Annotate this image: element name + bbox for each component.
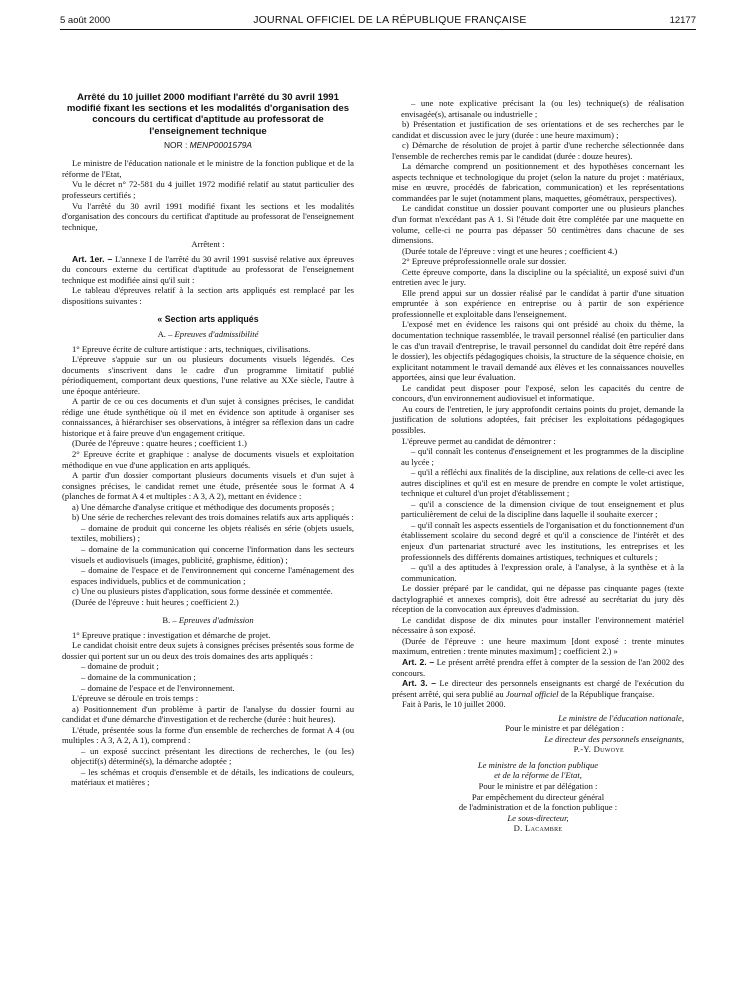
paragraph: Cette épreuve comporte, dans la discipline ou la spécialité, un exposé suivi d'un entretien avec le jury. xyxy=(392,266,684,288)
intro-paragraph: Vu l'arrêté du 30 avril 1991 modifié fixant les sections et les modalités d'organisation des concours du certificat d'aptitude au professorat de l'enseignement technique, xyxy=(62,200,354,232)
paragraph: Le candidat dispose de dix minutes pour installer l'environnement matériel nécessaire à son exposé. xyxy=(392,614,684,636)
nor-code: MENP0001579A xyxy=(189,139,252,150)
paragraph: c) Une ou plusieurs pistes d'application, sous forme dessinée et commentée. xyxy=(72,586,333,597)
running-header xyxy=(60,14,696,26)
paragraph: b) Présentation et justification de ses orientations et de ses recherches par le candidat et discussion avec le jury (durée : une heure maximum) ; xyxy=(392,119,684,140)
header-journal-title: JOURNAL OFFICIEL DE LA RÉPUBLIQUE FRANÇAISE xyxy=(253,14,527,26)
article-3-label: Art. 3. – xyxy=(402,678,436,689)
paragraph: a) Positionnement d'un problème à partir de l'analyse du dossier fourni au candidat et d'une démarche d'investigation et de recherche (durée : huit heures). xyxy=(62,703,354,725)
done-at: Fait à Paris, le 10 juillet 2000. xyxy=(402,699,506,710)
signature-line: Le ministre de la fonction publique xyxy=(477,759,599,770)
list-item: – domaine de produit qui concerne les objets réalisés en série (objets usuels, textiles, mobiliers) ; xyxy=(71,522,354,544)
article-1-text2: Le tableau d'épreuves relatif à la section arts appliqués est remplacé par les dispositions suivantes : xyxy=(62,285,354,306)
signature-block-2 xyxy=(392,760,684,834)
paragraph: b) Une série de recherches relevant des trois domaines relatifs aux arts appliqués : xyxy=(72,512,354,523)
list-item: – qu'il connaît les aspects essentiels de l'organisation et du fonctionnement d'un établissement scolaire du second degré et qu'il a conscience de l'intérêt et des enjeux d'un partenariat structuré avec les institutions, les entreprises et les professionnels des différents domaines artistiques, techniques et culturels ; xyxy=(401,519,684,562)
subsection-a-title xyxy=(62,329,354,340)
subsection-b-title xyxy=(62,615,354,626)
header-date: 5 août 2000 xyxy=(60,15,111,26)
nor-label: NOR : xyxy=(164,139,188,150)
signature-line: Pour le ministre et par délégation : xyxy=(478,781,598,791)
list-item: – domaine de l'espace et de l'environnement qui concerne l'aménagement des espaces individuels, publics et de communication ; xyxy=(71,565,354,586)
paragraph: (Durée de l'épreuve : huit heures ; coefficient 2.) xyxy=(72,596,239,607)
decree-title: Arrêté du 10 juillet 2000 modifiant l'arrêté du 30 avril 1991 modifié fixant les sections et les modalités d'organisation des concours du certificat d'aptitude au professorat de l'enseignement technique xyxy=(66,92,350,137)
paragraph: L'exposé met en évidence les raisons qui ont présidé au choix du thème, la documentation technique rassemblée, le travail personnel réalisé (en particulier dans le cas d'un travail d'entreprise, le travail personnel du candidat doit être repéré dans le dossier), les objectifs pédagogiques choisis, la structure de la séquence choisie, en explicitant notamment le travail demandé aux élèves et les connaissances nouvelles apportées, ainsi que leur évaluation. xyxy=(392,319,684,383)
section-title: « Section arts appliqués xyxy=(157,314,259,325)
list-item: – domaine de produit ; xyxy=(81,661,159,672)
subsection-a-label: Epreuves d'admissibilité xyxy=(174,329,259,340)
paragraph: a) Une démarche d'analyse critique et méthodique des documents proposés ; xyxy=(72,501,335,512)
signature-line: et de la réforme de l'Etat, xyxy=(494,770,582,781)
list-item: – qu'il connaît les contenus d'enseignement et les programmes de la discipline au lycée ; xyxy=(401,446,684,467)
left-column xyxy=(62,92,354,788)
paragraph: Elle prend appui sur un dossier réalisé par le candidat à partir d'une situation empruntée à son expérience en entreprise ou à partir de son expérience professionnelle et exploitable dans l'enseignement. xyxy=(392,287,684,319)
paragraph: 2° Epreuve préprofessionnelle orale sur dossier. xyxy=(402,256,567,267)
signature-block-1 xyxy=(392,713,684,755)
signature-line: Par empêchement du directeur général xyxy=(471,791,605,802)
list-item: – un exposé succinct présentant les directions de recherches, le (ou les) objectif(s) déterminé(s), la démarche adoptée ; xyxy=(71,745,354,767)
signature-line: Pour le ministre et par délégation : xyxy=(505,723,624,734)
nor-reference xyxy=(62,140,354,151)
paragraph: L'étude, présentée sous la forme d'un ensemble de recherches de format A 4 (ou multiples : A 3, A 2, A 1), comprend : xyxy=(62,724,354,746)
list-item: – qu'il a des aptitudes à l'expression orale, à l'analyse, à la synthèse et à la communication. xyxy=(401,562,684,583)
article-3 xyxy=(392,678,684,699)
paragraph: L'épreuve permet au candidat de démontrer : xyxy=(402,435,556,446)
subsection-b-label: Epreuves d'admission xyxy=(178,615,254,626)
paragraph: c) Démarche de résolution de projet à partir d'une recherche sélectionnée dans l'ensemble de recherches remis par le candidat (durée : douze heures). xyxy=(392,140,684,161)
article-1-text: L'annexe I de l'arrêté du 30 avril 1991 susvisé relative aux épreuves du concours externe du certificat d'aptitude au professorat de l'enseignement technique est modifiée ainsi qu'il suit : xyxy=(62,253,354,285)
article-3-text-end: de la République française. xyxy=(560,688,655,699)
paragraph: Le dossier préparé par le candidat, qui ne dépasse pas cinquante pages (texte dactylographié et annexes compris), doit être adressé au secrétariat du jury dès réception de la convocation aux épreuves d'admission. xyxy=(392,583,684,615)
intro-paragraph: Vu le décret n° 72-581 du 4 juillet 1972 modifié relatif au statut particulier des professeurs certifiés ; xyxy=(62,179,354,200)
list-item: – qu'il a réfléchi aux finalités de la discipline, aux relations de celle-ci avec les autres disciplines et qu'il est en mesure de prendre en compte le volet artistique, technique et culturel d'un projet d'établissement ; xyxy=(401,467,684,499)
list-item: – qu'il a conscience de la dimension civique de tout enseignement et plus particulièrement de celui de la discipline dans laquelle il souhaite exercer ; xyxy=(401,498,684,520)
list-item: – domaine de la communication ; xyxy=(81,671,196,682)
paragraph: L'épreuve se déroule en trois temps : xyxy=(72,693,199,704)
paragraph: Le candidat choisit entre deux sujets à consignes précises présentés sous forme de dossier qui portent sur un ou deux des trois domaines des arts appliqués : xyxy=(62,640,354,661)
paragraph: 1° Epreuve pratique : investigation et démarche de projet. xyxy=(72,629,271,640)
paragraph: 2° Epreuve écrite et graphique : analyse de documents visuels et exploitation méthodique en vue d'une application en arts appliqués. xyxy=(62,449,354,470)
list-item: – domaine de la communication qui concerne l'information dans les secteurs visuels et audiovisuels (images, publicité, graphisme, édition) ; xyxy=(71,543,354,565)
header-rule xyxy=(60,29,696,30)
signatory-name: D. Lacambre xyxy=(513,823,563,834)
arretent: Arrêtent : xyxy=(191,239,225,250)
subsection-a-prefix: A. – xyxy=(157,329,173,340)
right-column xyxy=(392,98,684,834)
paragraph: Au cours de l'entretien, le jury approfondit certains points du projet, demande la justification de solutions adoptées, fait préciser les exploitations pédagogiques possibles. xyxy=(392,403,684,435)
article-2 xyxy=(392,657,684,678)
signature-line: Le directeur des personnels enseignants, xyxy=(544,733,684,744)
journal-officiel-italic: Journal officiel xyxy=(505,688,559,699)
paragraph: La démarche comprend un positionnement et des hypothèses concernant les aspects technique et technologique du projet (selon la nature du projet : matériaux, mise en œuvre, procédés de fabrication, communication) et les représentations commandées par le sujet (notamment plans, maquettes, géométraux, perspectives). xyxy=(392,161,684,203)
article-2-text: Le présent arrêté prendra effet à compter de la session de l'an 2002 des concours. xyxy=(392,656,685,678)
list-item: – les schémas et croquis d'ensemble et de détails, les indications de couleurs, matériaux et matières ; xyxy=(71,766,354,788)
signature-line: de l'administration et de la fonction publique : xyxy=(458,802,618,813)
paragraph: (Durée totale de l'épreuve : vingt et une heures ; coefficient 4.) xyxy=(402,245,618,256)
signature-line: Le ministre de l'éducation nationale, xyxy=(558,712,684,723)
list-item: – une note explicative précisant la (ou les) technique(s) de réalisation envisagée(s), artisanale ou industrielle ; xyxy=(401,98,684,119)
signature-line: Le sous-directeur, xyxy=(507,812,569,823)
list-item: – domaine de l'espace et de l'environnement. xyxy=(81,682,235,693)
header-page-number: 12177 xyxy=(669,15,696,26)
subsection-b-prefix: B. – xyxy=(162,615,177,626)
article-1-label: Art. 1er. – xyxy=(72,253,113,264)
article-1 xyxy=(62,254,354,286)
article-2-label: Art. 2. – xyxy=(402,656,435,667)
signatory-name: P.-Y. Duwoye xyxy=(573,744,624,755)
article-3-text: Le directeur des personnels enseignants est chargé de l'exécution du présent arrêté, qui sera publié au xyxy=(392,678,685,699)
paragraph: 1° Epreuve écrite de culture artistique : arts, techniques, civilisations. xyxy=(72,343,311,354)
paragraph: (Durée de l'épreuve : une heure maximum [dont exposé : trente minutes maximum, entretien : trente minutes maximum] ; coefficient 2.) » xyxy=(392,635,684,657)
paragraph: A partir de ce ou ces documents et d'un sujet à consignes précises, le candidat rédige une étude synthétique où il met en évidence son aptitude à organiser ses connaissances, à hiérarchiser ses observations, à intégrer sa réflexion dans un cadre historique et à faire preuve d'un engagement critique. xyxy=(62,396,354,438)
intro-paragraph: Le ministre de l'éducation nationale et le ministre de la fonction publique et de la réforme de l'Etat, xyxy=(62,158,354,179)
paragraph: Le candidat peut disposer pour l'exposé, selon les capacités du centre de concours, d'un environnement audiovisuel et informatique. xyxy=(392,382,684,404)
paragraph: A partir d'un dossier comportant plusieurs documents visuels et d'un sujet à consignes précises, le candidat remet une étude, présentée sous le format A 4 (planches de format A 4 et multiples : A 3, A 2), mettant en évidence : xyxy=(62,470,354,502)
paragraph: Le candidat constitue un dossier pouvant comporter une ou plusieurs planches d'un format n'excédant pas A 1. Si l'étude doit être complétée par une maquette en volume, celle-ci ne pourra pas dépasser 50 centimètres dans chacune de ses dimensions. xyxy=(392,203,684,246)
paragraph: L'épreuve s'appuie sur un ou plusieurs documents visuels légendés. Ces documents s'inscrivent dans le cadre d'un programme limitatif publié périodiquement, comportant deux questions, l'une relative au XXe siècle, l'autre à une époque antérieure. xyxy=(62,354,354,396)
paragraph: (Durée de l'épreuve : quatre heures ; coefficient 1.) xyxy=(72,438,247,449)
